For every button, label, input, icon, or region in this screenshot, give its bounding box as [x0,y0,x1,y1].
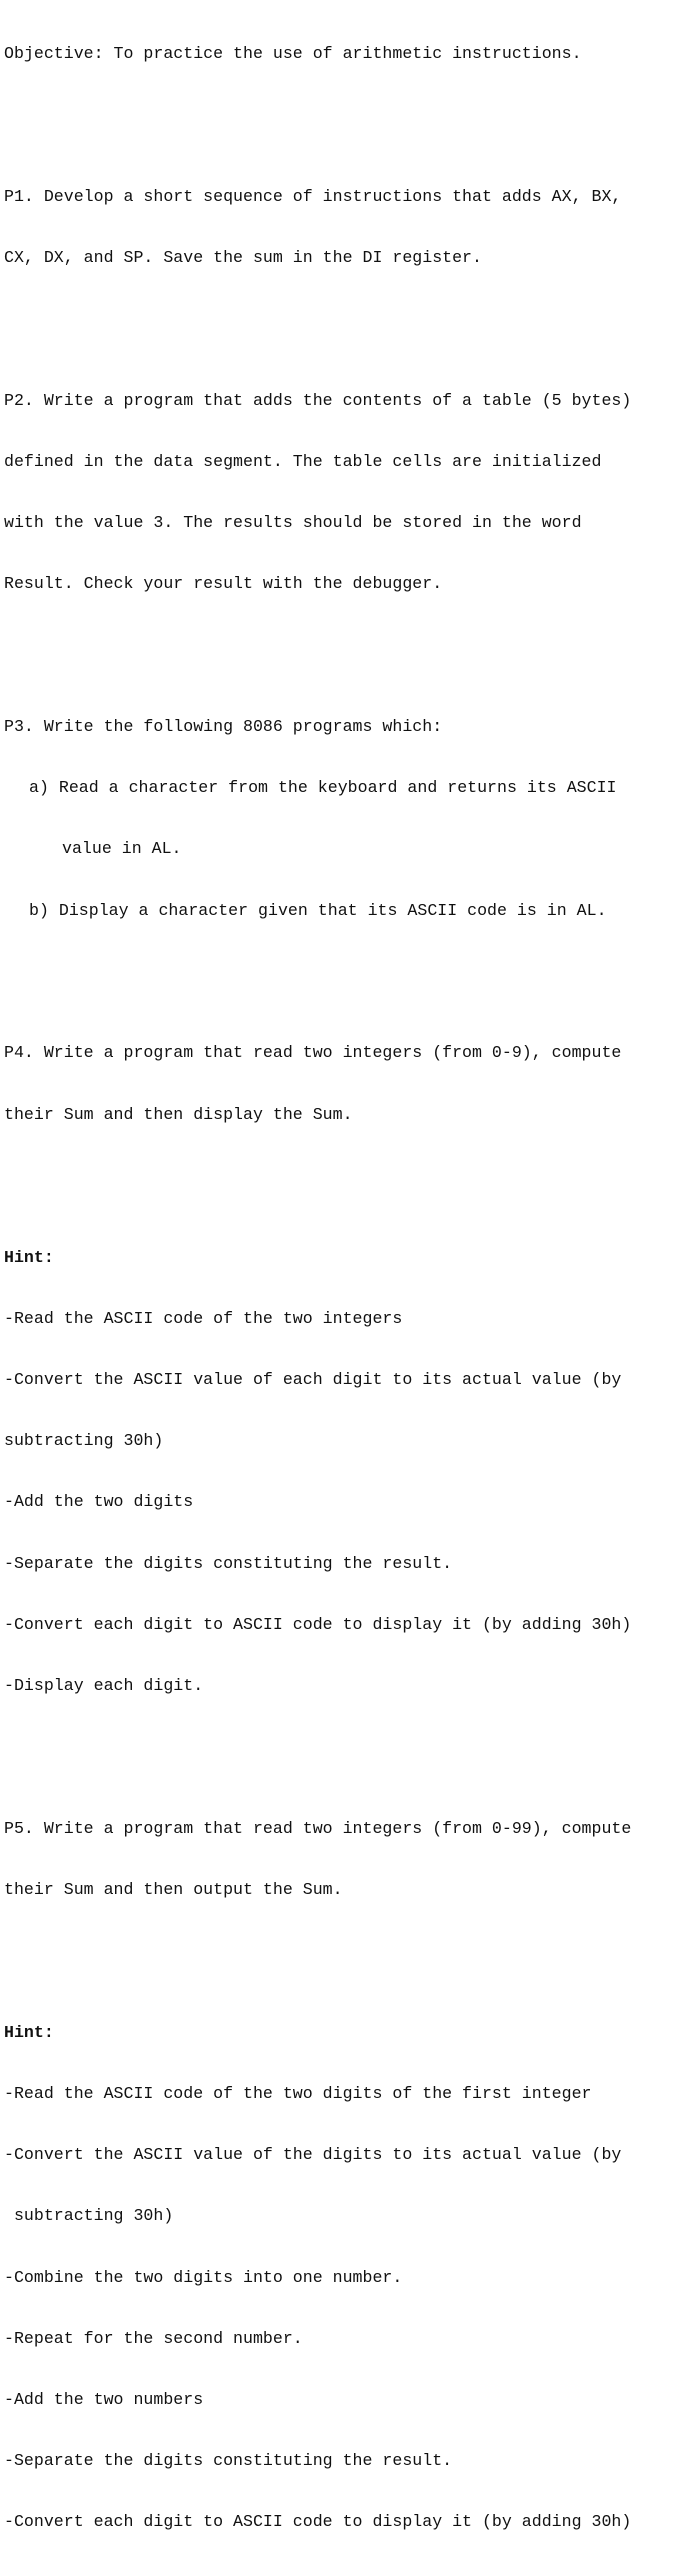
hint-2-title: Hint: [4,2022,54,2042]
hint-2-item: subtracting 30h) [4,2206,174,2226]
p2-line-3: with the value 3. The results should be stored in the word [4,513,582,533]
hint-2-item: -Combine the two digits into one number. [4,2267,403,2287]
hint-1-item: -Add the two digits [4,1492,194,1512]
spacer [4,962,697,982]
hint-1-item: -Display each digit. [4,1675,204,1695]
hint-1-item: -Convert each digit to ASCII code to display it (by adding 30h) [4,1614,632,1634]
hint-1-item: -Separate the digits constituting the result. [4,1553,453,1573]
hint-1-item: subtracting 30h) [4,1431,164,1451]
p2-line-4: Result. Check your result with the debugger. [4,574,443,594]
spacer [4,635,697,655]
hint-1-title: Hint: [4,1247,54,1267]
p3-line-1: P3. Write the following 8086 programs which: [4,717,443,737]
spacer [4,1737,697,1757]
p3-item-b-line-1: b) Display a character given that its ASCII code is in AL. [29,900,607,920]
p4-line-1: P4. Write a program that read two integers (from 0-9), compute [4,1043,622,1063]
hint-2-item: -Convert the ASCII value of the digits to its actual value (by [4,2145,622,2165]
hint-2-item: -Add the two numbers [4,2389,204,2409]
hint-2-item: -Read the ASCII code of the two digits of the first integer [4,2083,592,2103]
p4-line-2: their Sum and then display the Sum. [4,1104,353,1124]
hint-1-item: -Convert the ASCII value of each digit to its actual value (by [4,1369,622,1389]
p2-line-2: defined in the data segment. The table cells are initialized [4,451,602,471]
p1-line-2: CX, DX, and SP. Save the sum in the DI register. [4,247,482,267]
document-page [4,3,697,2553]
p3-item-a-line-1: a) Read a character from the keyboard and returns its ASCII [29,778,617,798]
hint-2-item: -Repeat for the second number. [4,2328,303,2348]
hint-2-item: -Separate the digits constituting the result. [4,2451,453,2471]
p1-line-1: P1. Develop a short sequence of instructions that adds AX, BX, [4,186,622,206]
p2-line-1: P2. Write a program that adds the contents of a table (5 bytes) [4,390,632,410]
p5-line-1: P5. Write a program that read two integers (from 0-99), compute [4,1818,632,1838]
p5-line-2: their Sum and then output the Sum. [4,1879,343,1899]
objective-line: Objective: To practice the use of arithmetic instructions. [4,43,582,63]
spacer [4,309,697,329]
p3-item-a-line-2: value in AL. [62,839,182,859]
spacer [4,1166,697,1186]
spacer [4,105,697,125]
hint-2-item: -Convert each digit to ASCII code to display it (by adding 30h) [4,2512,632,2532]
spacer [4,1941,697,1961]
hint-1-item: -Read the ASCII code of the two integers [4,1308,403,1328]
